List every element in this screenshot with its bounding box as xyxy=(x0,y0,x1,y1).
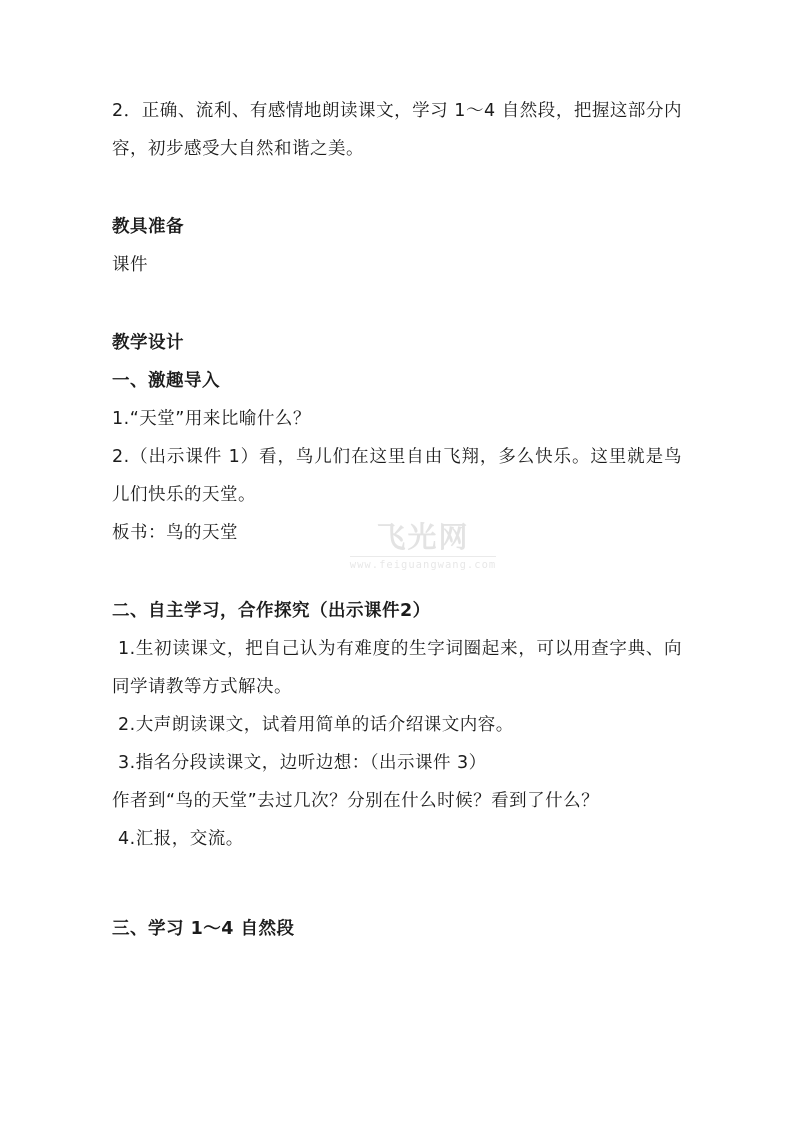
document-body xyxy=(112,92,682,948)
heading-section-three: 三、学习 1～4 自然段 xyxy=(112,919,295,939)
paragraph-section-two-item-4: 4.汇报，交流。 xyxy=(118,829,244,849)
paragraph-objective-2: 2．正确、流利、有感情地朗读课文，学习 1～4 自然段，把握这部分内容，初步感受大自然和谐之美。 xyxy=(112,101,682,159)
paragraph-section-two-item-3: 3.指名分段读课文，边听边想：（出示课件 3） xyxy=(118,753,487,773)
watermark-sub-text: www.feiguangwang.com xyxy=(350,556,496,572)
spacer xyxy=(112,552,682,592)
paragraph-section-one-board: 板书：鸟的天堂 xyxy=(112,523,238,543)
heading-teaching-design: 教学设计 xyxy=(112,333,184,353)
paragraph-section-one-item-2: 2.（出示课件 1）看，鸟儿们在这里自由飞翔，多么快乐。这里就是鸟儿们快乐的天堂。 xyxy=(112,447,682,505)
heading-section-two: 二、自主学习，合作探究（出示课件2） xyxy=(112,601,431,621)
heading-section-one: 一、激趣导入 xyxy=(112,371,220,391)
spacer xyxy=(112,284,682,324)
paragraph-section-one-item-1: 1.“天堂”用来比喻什么？ xyxy=(112,409,311,429)
spacer xyxy=(112,168,682,208)
paragraph-section-two-item-1: 1.生初读课文，把自己认为有难度的生字词圈起来，可以用查字典、向同学请教等方式解决。 xyxy=(112,639,682,697)
spacer xyxy=(112,858,682,910)
paragraph-section-two-item-2: 2.大声朗读课文，试着用简单的话介绍课文内容。 xyxy=(118,715,514,735)
heading-teaching-aids: 教具准备 xyxy=(112,217,184,237)
paragraph-section-two-question: 作者到“鸟的天堂”去过几次？分别在什么时候？看到了什么？ xyxy=(112,791,600,811)
watermark-main-text: 飞光网 xyxy=(376,520,470,554)
paragraph-teaching-aids-item: 课件 xyxy=(112,255,148,275)
